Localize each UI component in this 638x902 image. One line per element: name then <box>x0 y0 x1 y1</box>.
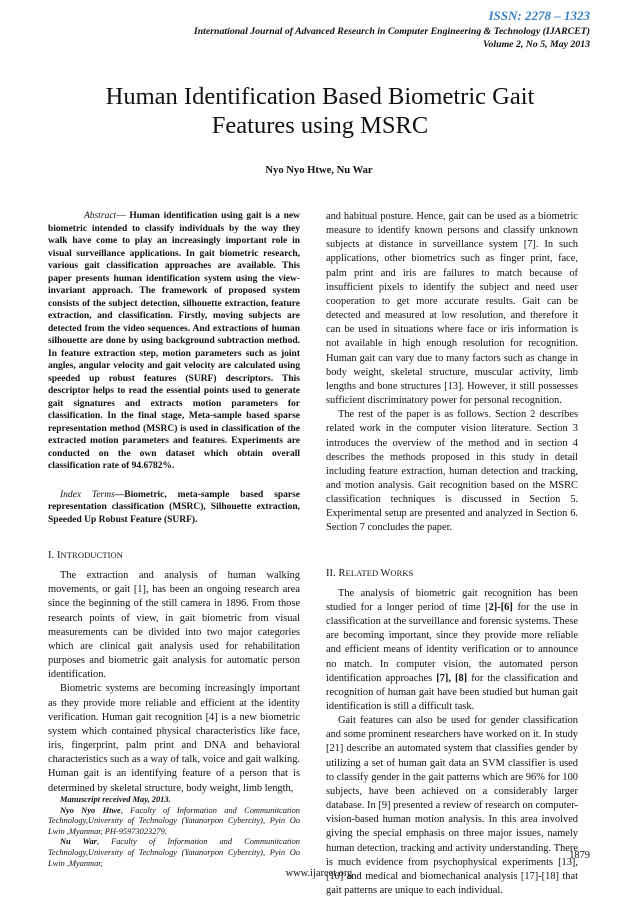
index-terms <box>48 489 300 527</box>
abstract-dash: — <box>116 211 130 221</box>
related-p1-part-e: for the classification and recognition of human gait have been studied but human gait identification is still a difficult task. <box>326 672 578 712</box>
page-number: 1879 <box>569 850 590 861</box>
related-p1-part-a: The analysis of biometric gait recognition has been studied for a longer period of time [ <box>326 587 578 613</box>
section-2-initial-2: W <box>380 567 391 579</box>
right-column <box>326 210 578 898</box>
intro-paragraph-1: The extraction and analysis of human walking movements, or gait [1], has been an ongoing research area since the beginning of the still camera in 1896. From those research points of view, in gait biometric from visual measurements can be divided into two major categories which are clinical gait analysis used for rehabilitation purposes and biometric gait analysis for automatic person identification. <box>48 570 300 681</box>
title-line-2: Features using MSRC <box>211 112 429 139</box>
paper-title <box>50 82 590 140</box>
footer-url: www.ijarcet.org <box>285 868 353 879</box>
related-p1-citation-a: 2]-[6] <box>488 601 513 613</box>
author-2-info: , Faculty of Information and Communitcation Technology,University of Technology (Yatanorpon Cybercity), Pyin Oo Lwin ,Myanmar, <box>48 837 300 868</box>
related-p1-citation-b: [7], [8] <box>436 672 468 684</box>
manuscript-received: Manuscript received May, 2013. <box>60 795 171 804</box>
abstract-label: Abstract <box>84 211 117 221</box>
intro-paragraph-2: Biometric systems are becoming increasingly important as they provide more reliable and efficient at the identity verification. Human gait recognition [4] is a new biometric system which contained physical characteristics like face, iris, fingerprint, palm print and DNA and behavioral characteristics such as a way of talk, voice and gait walking. Human gait is an identifying feature of a person that is determined by skeletal structure, body weight, limb length, <box>48 683 300 794</box>
related-p1-part-c: for the use in classification at the surveillance and forensic systems. These are becoming important, since they provide more reliable and efficient means of identity verification or to announce no match. In computer vision, the automated person identification approaches <box>326 601 578 684</box>
author-1-name: Nyo Nyo Htwe <box>60 805 121 815</box>
section-1-heading <box>48 548 300 563</box>
intro-paragraph-3: and habitual posture. Hence, gait can be used as a biometric measure to identify known persons and classify unknown subjects at distance in surveillance system [7]. In such applications, other biometrics such as finger print, face, palm print and iris are failures to match because of insufficient pixels to identify the subject and need user cooperation to get more accurate results. Gait can be detected and measured at low resolution, and therefore it can be used in situations where face or iris information is not available in high enough resolution for recognition. Human gait can vary due to many factors such as change in body weight, skeletal structure, muscular activity, limb lengths and bone structures [13]. However, it still possesses sufficient discriminatory power for personal recognition. <box>326 211 578 407</box>
journal-header: International Journal of Advanced Research in Computer Engineering & Technology (IJARCET) <box>193 26 590 37</box>
related-paragraph-2: Gait features can also be used for gender classification and some prominent researchers have worked on it. In study [21] describe an automated system that classifies gender by utilizing a set of human gait data an SVM classifier is used to classify gender in the gait patterns which are 96% for 100 subjects, have been achieved on a considerably larger database. In [9] presented a review of research on computer-vision-based human motion analysis. In this area involved giving the special emphasis on three major issues, namely human detection, tracking and activity understanding. There is much evidence from psychophysical experiments [13], [10] and medical and biomechanical analysis [17]-[18] that gait patterns are unique to each individual. <box>326 715 578 897</box>
title-line-1: Human Identification Based Biometric Gait <box>105 83 535 110</box>
author-1-info: , Faculty of Information and Communitcation Technology,University of Technology (Yatanorpon Cybercity), Pyin Oo Lwin ,Myanmar, PH-95973023279. <box>48 805 300 836</box>
index-terms-text: —Biometric, meta-sample based sparse representation classification (MSRC), Silhouette extraction, Speeded Up Robust Feature (SURF). <box>48 489 300 525</box>
abstract <box>48 210 300 473</box>
abstract-text: Human identification using gait is a new biometric intended to classify individuals by the way they walk have come to play an increasingly important role in visual surveillance applications. In gait biometric research, various gait classification approaches are available. This paper presents human identification system using the view-invariant approach. The framework of proposed system consists of the subject detection, silhouette extraction, feature extraction, and classification. Firstly, moving subjects are detected from the video sequences. And extractions of human silhouette are done by using background subtraction method. In feature extraction step, motion parameters such as joint angles, angular velocity and gait velocity are calculated using speeded up robust features (SURF) descriptors. This descriptor helps to read the essential points used to generate gait signatures and extracts motion parameters for classification. In the final stage, Meta-sample based sparse representation method (MSRC) is used in classification of the extracted motion parameters and features. Experiments are conducted on the own dataset which obtain overall classification rate of 94.6782%. <box>48 211 301 471</box>
issn-header: ISSN: 2278 – 1323 <box>488 8 590 23</box>
section-2-rest-1: ELATED <box>345 567 381 578</box>
related-paragraph-1 <box>326 587 578 714</box>
left-column <box>48 210 300 796</box>
section-2-number: II. <box>326 567 336 579</box>
section-2-initial-1: R <box>338 567 346 579</box>
footnote <box>48 795 300 869</box>
section-2-heading <box>326 566 578 581</box>
volume-header: Volume 2, No 5, May 2013 <box>483 39 590 50</box>
section-1-number: I. <box>48 550 55 561</box>
author-2-affiliation <box>48 837 300 869</box>
authors: Nyo Nyo Htwe, Nu War <box>265 165 373 176</box>
author-2-name: Nu War <box>60 837 97 847</box>
intro-paragraph-4: The rest of the paper is as follows. Section 2 describes related work in the computer vision literature. Section 3 introduces the overview of the method and in section 4 describes the methods proposed in this study in detail including feature extraction, human detection and tracking, and motion analysis. Gait recognition based on the MSRC classification techniques is discussed in Section 5. Experimental setup are presented and analyzed in Section 6. Section 7 concludes the paper. <box>326 409 578 534</box>
section-1-initial: I <box>56 550 61 561</box>
author-1-affiliation <box>48 806 300 838</box>
section-2-rest-2: ORKS <box>390 567 414 578</box>
index-terms-label: Index Terms <box>60 489 115 500</box>
section-1-rest: NTRODUCTION <box>60 550 124 560</box>
